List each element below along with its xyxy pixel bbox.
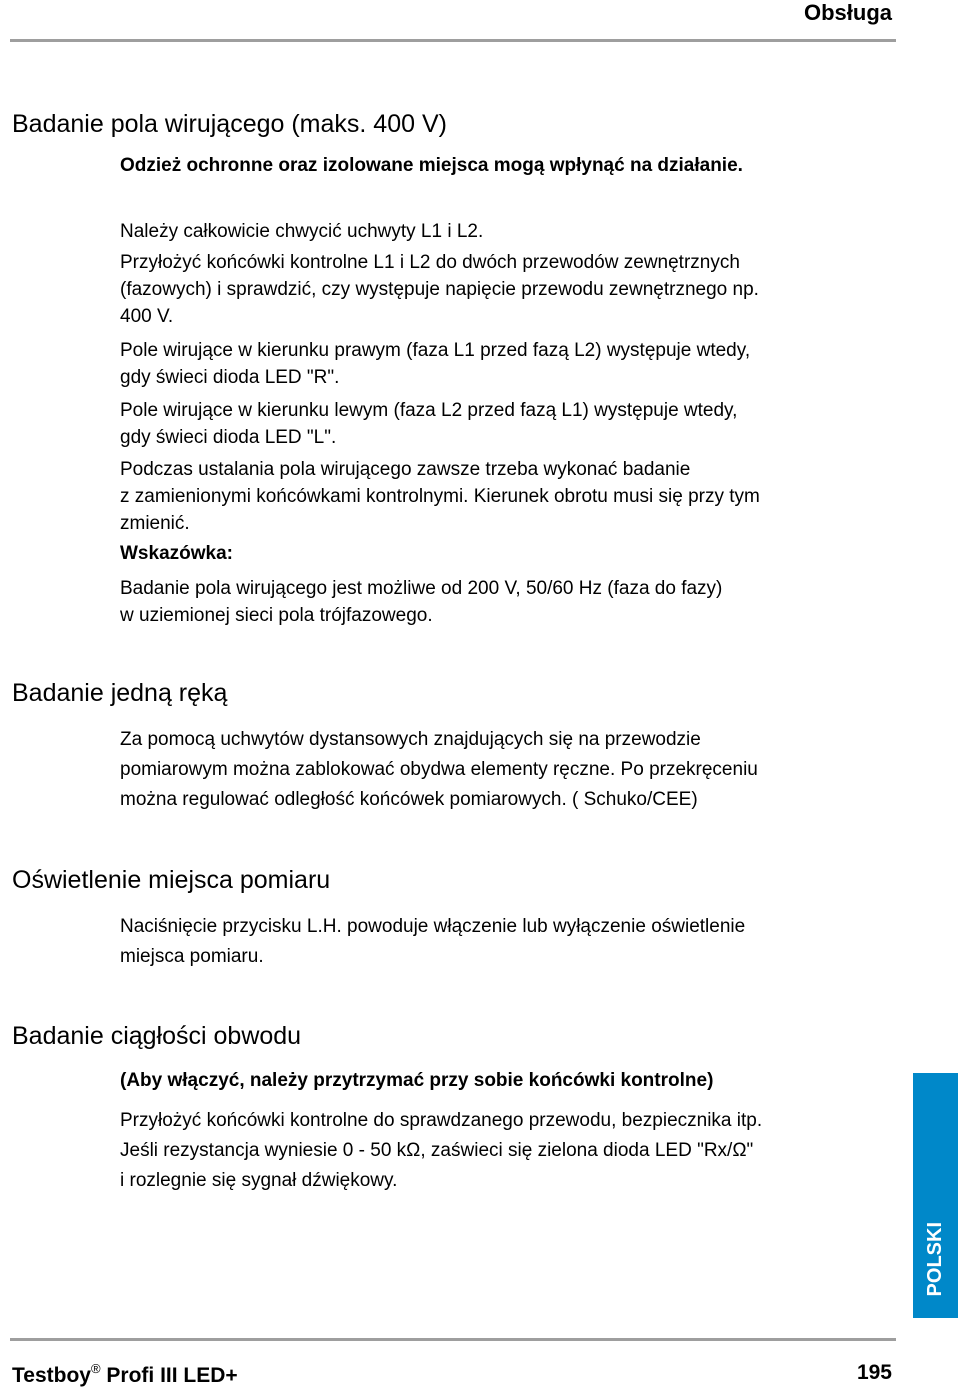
note-label: Wskazówka: — [120, 543, 233, 564]
text-line: Należy całkowicie chwycić uchwyty L1 i L2. — [120, 221, 484, 242]
text-line: z zamienionymi końcówkami kontrolnymi. Kierunek obrotu musi się przy tym — [120, 486, 760, 507]
text-line: gdy świeci dioda LED "R". — [120, 367, 340, 388]
registered-mark: ® — [90, 1361, 101, 1376]
text-line: 400 V. — [120, 306, 174, 327]
text-line: w uziemionej sieci pola trójfazowego. — [120, 605, 433, 626]
paragraph-rotating-field-note — [120, 575, 910, 629]
page-number: 195 — [856, 1361, 892, 1384]
text-line: pomiarowym można zablokować obydwa elementy ręczne. Po przekręceniu — [120, 759, 758, 780]
text-line: Przyłożyć końcówki kontrolne do sprawdzanego przewodu, bezpiecznika itp. — [120, 1110, 763, 1131]
footer-divider — [10, 1338, 896, 1341]
paragraph-one-hand — [120, 725, 910, 815]
section-title-continuity: Badanie ciągłości obwodu — [12, 1022, 302, 1050]
text-line: Przyłożyć końcówki kontrolne L1 i L2 do dwóch przewodów zewnętrznych — [120, 252, 740, 273]
text-line: Pole wirujące w kierunku prawym (faza L1 przed fazą L2) występuje wtedy, — [120, 340, 751, 361]
text-line: Za pomocą uchwytów dystansowych znajdujących się na przewodzie — [120, 729, 701, 750]
section-title-lighting: Oświetlenie miejsca pomiaru — [12, 866, 331, 894]
paragraph-lighting — [120, 912, 910, 972]
text-line: gdy świeci dioda LED "L". — [120, 427, 337, 448]
paragraph-rotating-field-4 — [120, 456, 910, 537]
text-line: Naciśnięcie przycisku L.H. powoduje włączenie lub wyłączenie oświetlenie — [120, 916, 746, 937]
section-title-rotating-field: Badanie pola wirującego (maks. 400 V) — [12, 110, 447, 138]
text-line: Podczas ustalania pola wirującego zawsze trzeba wykonać badanie — [120, 459, 691, 480]
paragraph-rotating-field-3 — [120, 397, 910, 451]
page-header-title: Obsługa — [803, 0, 892, 25]
brand-name: Testboy — [12, 1364, 91, 1387]
text-line: zmienić. — [120, 513, 190, 534]
text-line: Badanie pola wirującego jest możliwe od 200 V, 50/60 Hz (faza do fazy) — [120, 578, 723, 599]
footer-product-name — [12, 1361, 238, 1388]
section-subtitle-rotating-field: Odzież ochronne oraz izolowane miejsca mogą wpłynąć na działanie. — [120, 155, 743, 176]
paragraph-rotating-field-2 — [120, 337, 910, 391]
paragraph-rotating-field-1 — [120, 218, 910, 330]
section-subtitle-continuity: (Aby włączyć, należy przytrzymać przy sobie końcówki kontrolne) — [120, 1070, 714, 1091]
text-line: miejsca pomiaru. — [120, 946, 264, 967]
product-name: Profi III LED+ — [100, 1364, 238, 1387]
language-tab-label: POLSKI — [924, 1221, 946, 1296]
text-line: i rozlegnie się sygnał dźwiękowy. — [120, 1170, 398, 1191]
text-line: można regulować odległość końcówek pomiarowych. ( Schuko/CEE) — [120, 789, 698, 810]
language-tab — [913, 1073, 958, 1318]
section-title-one-hand: Badanie jedną ręką — [12, 679, 228, 707]
paragraph-continuity — [120, 1106, 910, 1196]
text-line: Pole wirujące w kierunku lewym (faza L2 przed fazą L1) występuje wtedy, — [120, 400, 738, 421]
text-line: (fazowych) i sprawdzić, czy występuje napięcie przewodu zewnętrznego np. — [120, 279, 759, 300]
text-line: Jeśli rezystancja wyniesie 0 - 50 kΩ, zaświeci się zielona dioda LED "Rx/Ω" — [120, 1140, 754, 1161]
header-divider — [10, 39, 896, 42]
